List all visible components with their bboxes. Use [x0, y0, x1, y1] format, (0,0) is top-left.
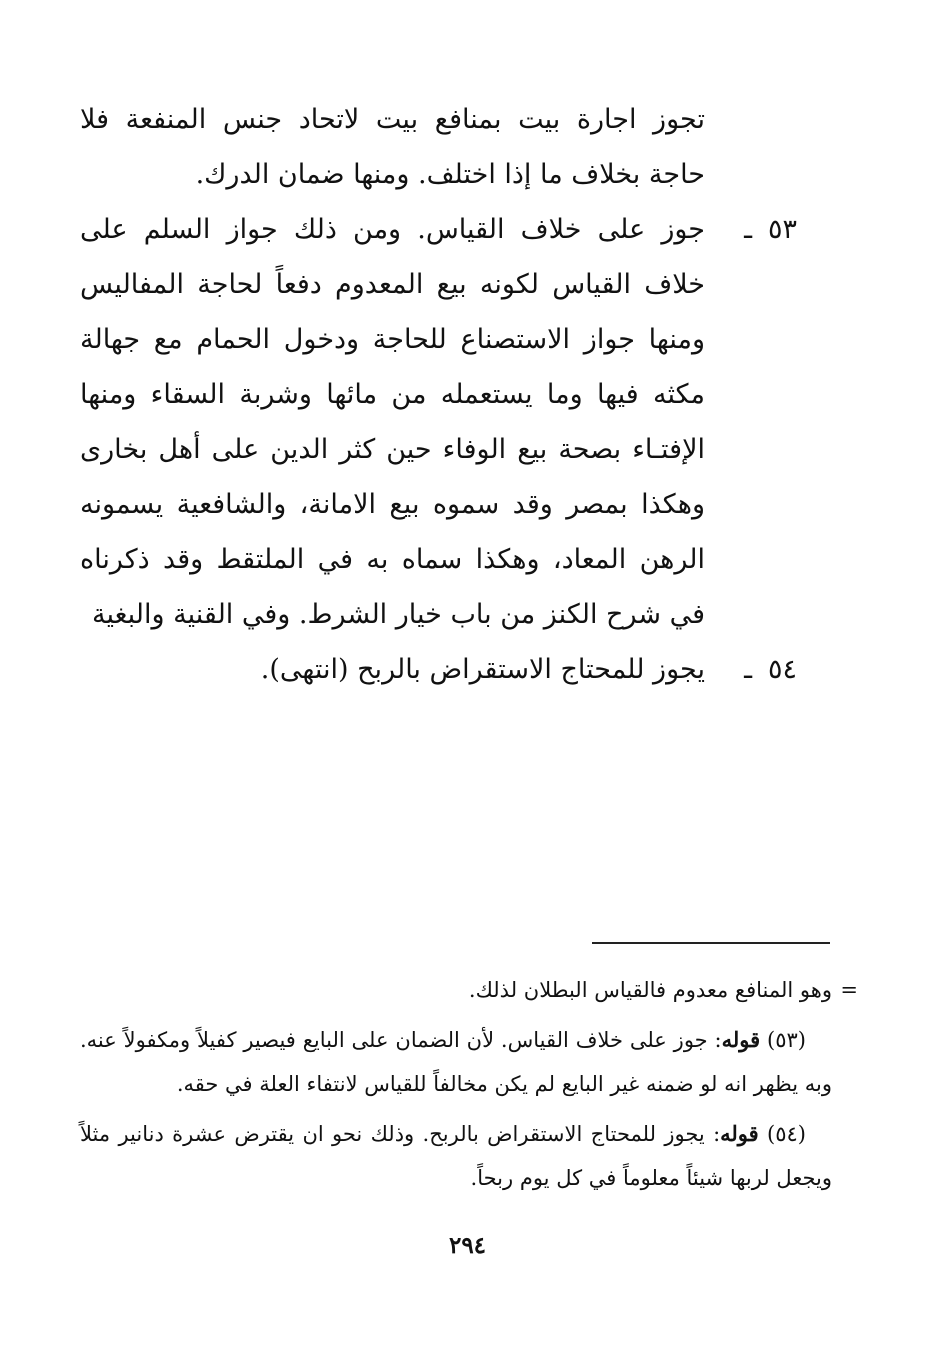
footnote-continuation: = وهو المنافع معدوم فالقياس البطلان لذلك. [80, 968, 832, 1012]
page-number: ٢٩٤ [448, 1232, 487, 1259]
item-text: يجوز للمحتاج الاستقراض بالربح (انتهى). [260, 654, 705, 685]
footnote [80, 1112, 832, 1200]
item-number: ٥٣ـ [744, 214, 797, 245]
footnote-text: : جوز على خلاف القياس. لأن الضمان على البايع فيصير كفيلاً ومكفولاً عنه. وبه يظهر انه لو ضمنه غير البايع لم يكن مخالفاً للقياس لانتفاء العلة في حقه. [80, 1028, 832, 1096]
item-text: جوز على خلاف القياس. ومن ذلك جواز السلم على خلاف القياس لكونه بيع المعدوم دفعاً لحاجة المفاليس ومنها جواز الاستصناع للحاجة ودخول الحمام مع جهالة مكثه فيها وما يستعمله من مائها وشربة السقاء ومنها الإفتـاء بصحة بيع الوفاء حين كثر الدين على أهل بخارى وهكذا بمصر وقد سموه بيع الامانة، والشافعية يسمونه الرهن المعاد، وهكذا سماه به في الملتقط وقد ذكرناه في شرح الكنز من باب خيار الشرط. وفي القنية والبغية [80, 214, 705, 630]
intro-paragraph: تجوز اجارة بيت بمنافع بيت لاتحاد جنس المنفعة فلا حاجة بخلاف ما إذا اختلف. ومنها ضمان الدرك. [80, 104, 705, 190]
footnote-separator [592, 942, 830, 944]
footnote-text: : يجوز للمحتاج الاستقراض بالربح. وذلك نحو ان يقترض عشرة دنانير مثلاً ويجعل لربها شيئاً معلوماً في كل يوم ربحاً. [80, 1122, 832, 1190]
main-text [80, 92, 797, 697]
footnote-label: قوله [720, 1121, 759, 1146]
footnotes [80, 968, 858, 1206]
footnote-label: قوله [721, 1027, 761, 1052]
list-item [80, 642, 797, 697]
continuation-mark: = [840, 978, 858, 1002]
footnote-ref: (٥٣) [767, 1028, 806, 1052]
footnote-ref: (٥٤) [767, 1122, 806, 1146]
list-item [80, 202, 797, 642]
item-number: ٥٤ـ [744, 654, 797, 685]
footnote [80, 1018, 832, 1106]
